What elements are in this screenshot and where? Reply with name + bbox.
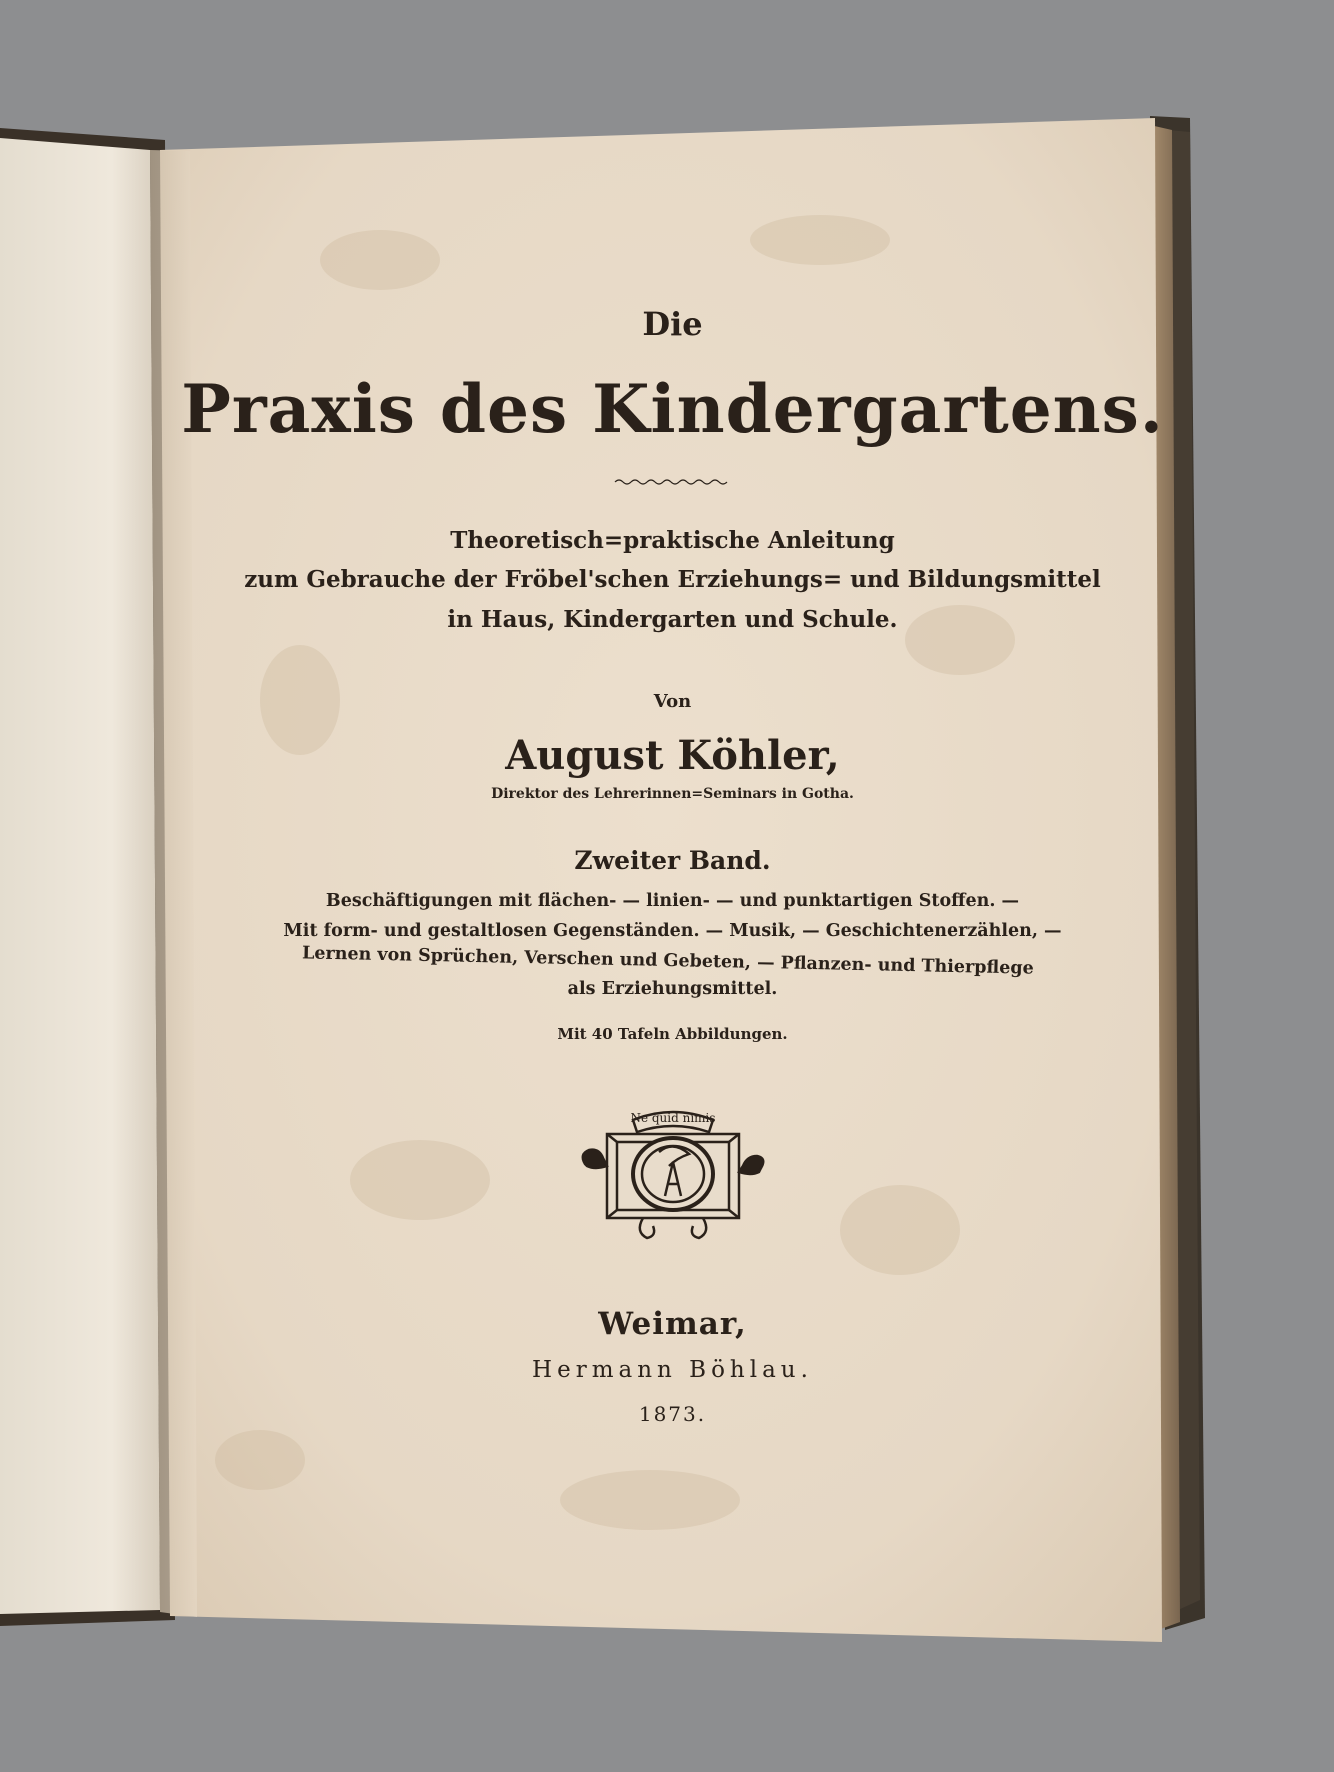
subtitle-line-1: Theoretisch=praktische Anleitung — [450, 527, 895, 554]
publication-year: 1873. — [638, 1402, 707, 1426]
plates-note: Mit 40 Tafeln Abbildungen. — [557, 1025, 788, 1043]
subtitle-line-3: in Haus, Kindergarten und Schule. — [447, 606, 898, 633]
ornamental-rule — [175, 472, 1170, 491]
title-line-die: Die — [642, 305, 703, 343]
author-name: August Köhler, — [505, 732, 840, 779]
left-page — [0, 138, 160, 1614]
contents-line-4: als Erziehungsmittel. — [567, 979, 778, 999]
emblem-drawing — [573, 1100, 773, 1250]
author-role: Direktor des Lehrerinnen=Seminars in Gotha. — [491, 786, 854, 802]
by-line: Von — [653, 691, 692, 712]
printers-emblem — [175, 1100, 1170, 1254]
subtitle-line-2: zum Gebrauche der Fröbel'schen Erziehungs= und Bildungsmittel — [244, 566, 1101, 593]
book-title: Praxis des Kindergartens. — [181, 370, 1164, 448]
contents-line-2: Mit form- und gestaltlosen Gegenständen. — Musik, — Geschichtenerzählen, — — [283, 921, 1062, 941]
emblem-motto: Ne quid nimis — [629, 1111, 716, 1125]
contents-line-1: Beschäftigungen mit flächen- — linien- — und punktartigen Stoffen. — — [325, 891, 1020, 911]
volume-label: Zweiter Band. — [574, 846, 771, 875]
publisher-name: Hermann Böhlau. — [532, 1357, 813, 1383]
contents-line-3: Lernen von Sprüchen, Verschen und Gebeten, — Pflanzen- und Thierpflege — [301, 943, 1034, 979]
publication-city: Weimar, — [598, 1306, 747, 1342]
